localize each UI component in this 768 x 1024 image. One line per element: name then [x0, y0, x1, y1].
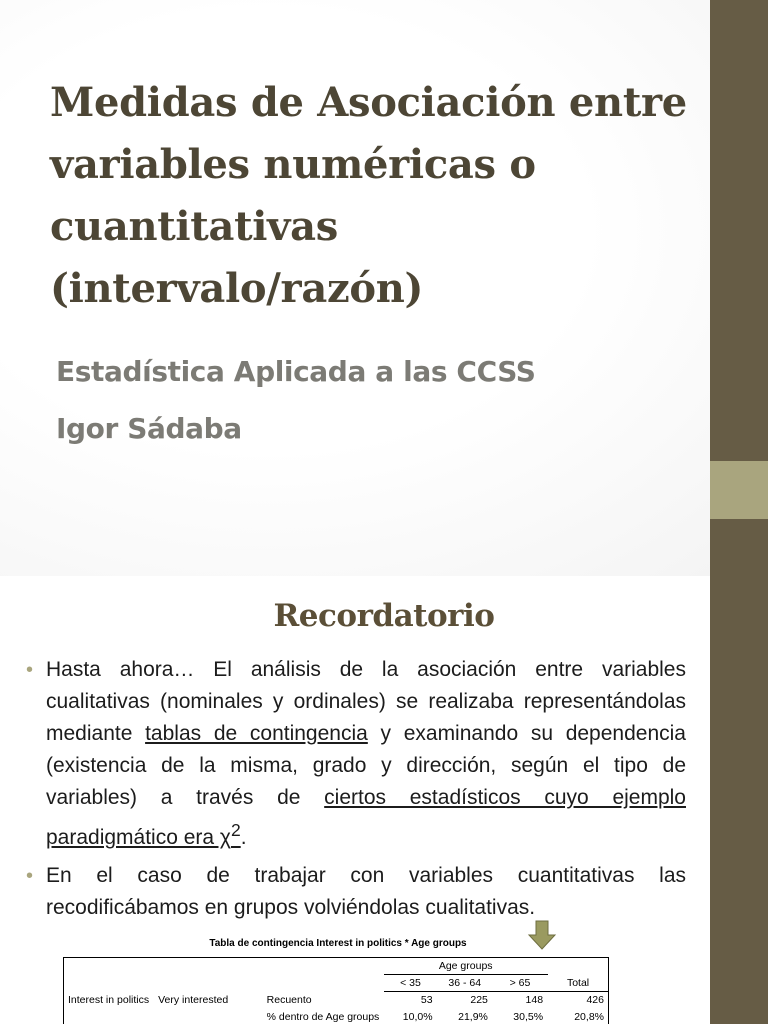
table-caption: Tabla de contingencia Interest in politics * Age groups [209, 938, 467, 949]
row-category-label: Very interested [154, 992, 263, 1009]
bullet-marker: • [26, 659, 34, 681]
content-slide-title: Recordatorio [273, 598, 495, 634]
stat-label: % dentro de Age groups [266, 1011, 380, 1023]
contingency-table [63, 957, 609, 1024]
stat-label: Recuento [262, 992, 384, 1009]
slide-title: Medidas de Asociación entre variables numéricas o cuantitativas (intervalo/razón) [50, 79, 687, 312]
table-cell: 225 [437, 992, 492, 1009]
table-cell: 30,5% [492, 1009, 547, 1024]
bullet-text: En el caso de trabajar con variables cuantitativas las recodificábamos en grupos volviéndolas cualitativas. [46, 864, 686, 919]
total-header: Total [548, 975, 609, 992]
bullet-item [26, 654, 686, 854]
table-cell: 20,8% [548, 1009, 609, 1024]
column-header: 36 - 64 [437, 975, 492, 992]
table-cell: 148 [492, 992, 547, 1009]
bullet-list [26, 654, 686, 930]
content-slide [0, 576, 768, 1024]
table-cell: 21,9% [437, 1009, 492, 1024]
bullet-item [26, 860, 686, 924]
row-variable-label: Interest in politics [64, 992, 154, 1009]
table-cell: 10,0% [384, 1009, 437, 1024]
bullet-marker: • [26, 865, 34, 887]
age-groups-header: Age groups [384, 958, 548, 975]
column-header: > 65 [492, 975, 547, 992]
statistics-link: ciertos estadísticos cuyo ejemplo paradigmático era $\chi^2$ [46, 786, 686, 849]
table-cell: 426 [548, 992, 609, 1009]
column-header: < 35 [384, 975, 437, 992]
contingency-tables-link: tablas de contingencia [145, 722, 368, 745]
slide-subtitle-author: Igor Sádaba [56, 412, 242, 445]
bullet-text: Hasta ahora… El análisis de la asociación entre variables cualitativas (nominales y ordinales) se realizaba representándolas mediante tablas de contingencia y examinando su dependencia (existencia de la misma, grado y dirección, según el tipo de variables) a través de ciertos estadísticos cuyo ejemplo paradigmático era $\chi^2$. [46, 658, 686, 849]
sidebar-accent-block [710, 461, 768, 519]
table-cell: 53 [384, 992, 437, 1009]
slide-subtitle-course: Estadística Aplicada a las CCSS [56, 355, 536, 388]
